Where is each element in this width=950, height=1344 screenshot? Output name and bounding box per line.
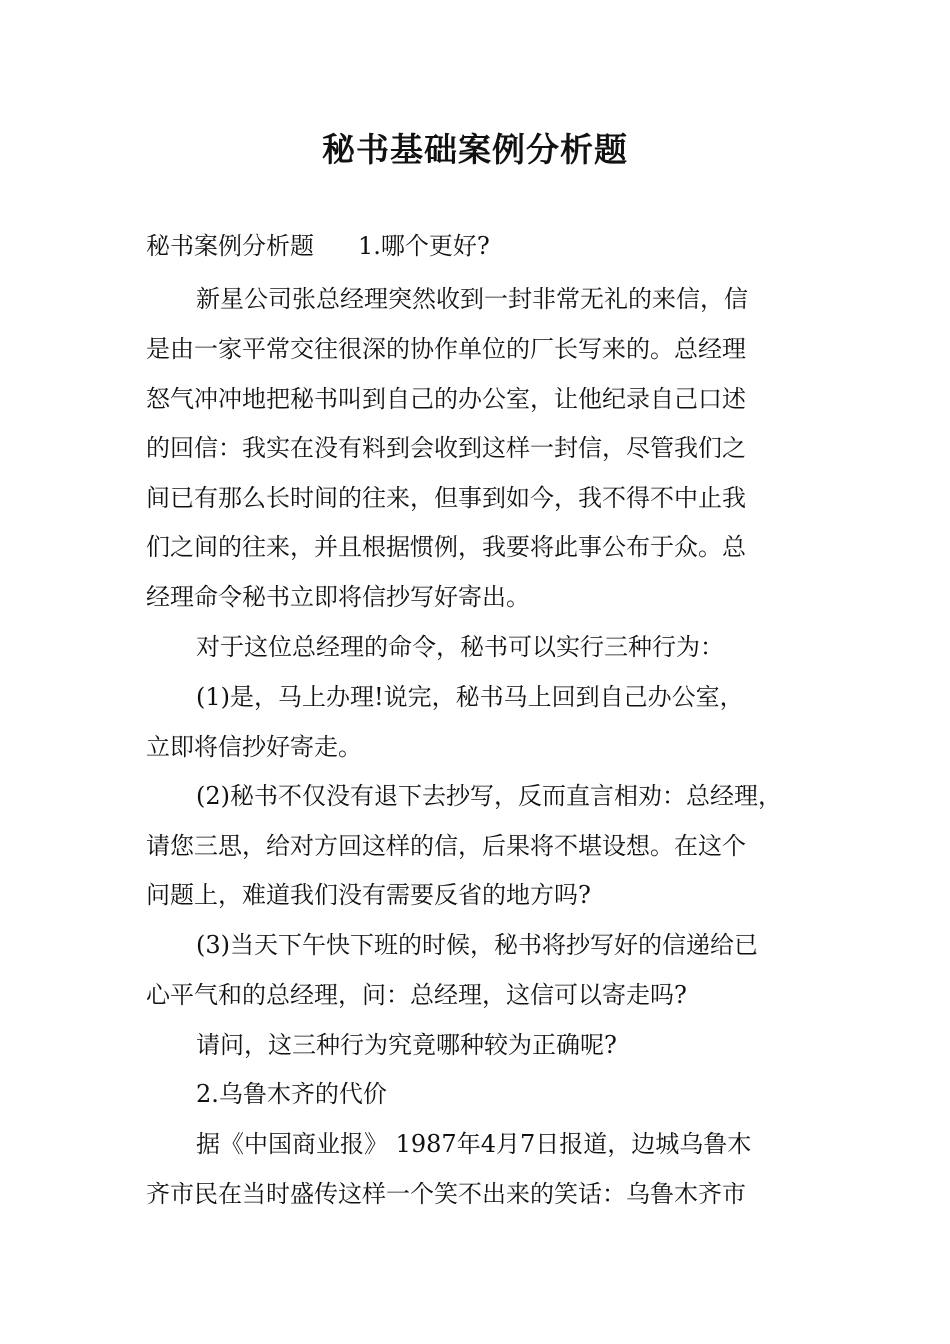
question-2-heading: 2.乌鲁木齐的代价 <box>196 1080 387 1108</box>
paragraph-line: 对于这位总经理的命令，秘书可以实行三种行为： <box>196 633 724 661</box>
paragraph-line: 新星公司张总经理突然收到一封非常无礼的来信，信 <box>196 285 748 313</box>
paragraph-line: 据《中国商业报》 1987年4月7日报道，边城乌鲁木 <box>196 1130 752 1158</box>
paragraph-line: 间已有那么长时间的往来，但事到如今，我不得不中止我 <box>146 484 746 512</box>
option-2-line: 问题上，难道我们没有需要反省的地方吗? <box>146 881 591 909</box>
paragraph-line: 怒气冲冲地把秘书叫到自己的办公室，让他纪录自己口述 <box>146 385 746 413</box>
option-2-line: 请您三思，给对方回这样的信，后果将不堪设想。在这个 <box>146 832 746 860</box>
section-heading-line <box>146 230 490 262</box>
paragraph-line: 齐市民在当时盛传这样一个笑不出来的笑话：乌鲁木齐市 <box>146 1180 746 1208</box>
option-1-line: (1)是，马上办理!说完，秘书马上回到自己办公室， <box>196 683 744 711</box>
question-1-heading: 1.哪个更好? <box>358 232 490 260</box>
paragraph-line: 的回信：我实在没有料到会收到这样一封信，尽管我们之 <box>146 434 746 462</box>
option-3-line: 心平气和的总经理，问：总经理，这信可以寄走吗? <box>146 981 687 1009</box>
document-title: 秘书基础案例分析题 <box>322 130 628 169</box>
option-1-line: 立即将信抄好寄走。 <box>146 733 362 761</box>
option-3-line: (3)当天下午快下班的时候，秘书将抄写好的信递给已 <box>196 931 758 959</box>
paragraph-line: 是由一家平常交往很深的协作单位的厂长写来的。总经理 <box>146 335 746 363</box>
section-label: 秘书案例分析题 <box>146 232 314 260</box>
question-line: 请问，这三种行为究竟哪种较为正确呢? <box>196 1031 617 1059</box>
paragraph-line: 经理命令秘书立即将信抄写好寄出。 <box>146 583 530 611</box>
option-2-line: (2)秘书不仅没有退下去抄写，反而直言相劝：总经理， <box>196 782 782 810</box>
paragraph-line: 们之间的往来，并且根据惯例，我要将此事公布于众。总 <box>146 533 746 561</box>
